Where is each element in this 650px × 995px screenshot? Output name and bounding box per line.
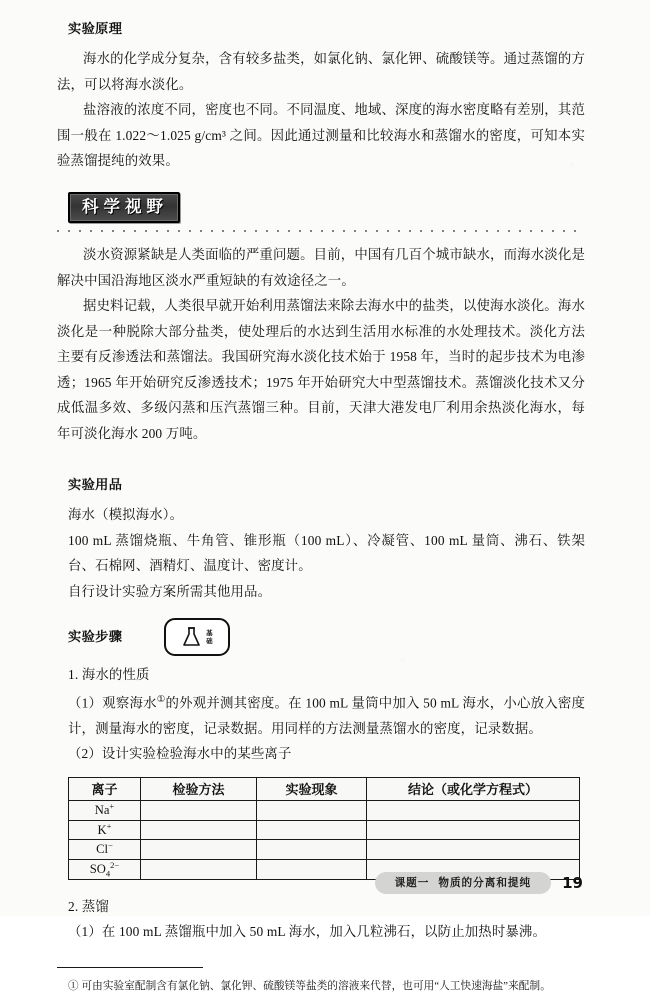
- ion-base: SO: [89, 862, 106, 877]
- table-header-row: [69, 777, 580, 800]
- steps-sub1-item1-pre: （1）观察海水: [68, 695, 157, 711]
- table-cell-conclusion[interactable]: [367, 840, 580, 860]
- section-heading-principle: 实验原理: [68, 21, 123, 36]
- supplies-line-2: 100 mL 蒸馏烧瓶、牛角管、锥形瓶（100 mL）、冷凝管、100 mL 量筒、沸石、铁架台、石棉网、酒精灯、温度计、密度计。: [68, 532, 585, 574]
- stamp-label: [206, 629, 213, 645]
- science-vision-badge: 科学视野: [68, 192, 180, 224]
- table-header-phenomenon: 实验现象: [257, 777, 367, 800]
- table-cell-method[interactable]: [141, 840, 257, 860]
- supplies-line-3: 自行设计实验方案所需其他用品。: [68, 583, 272, 599]
- table-cell-ion: [69, 820, 141, 840]
- basic-experiment-stamp: [164, 618, 230, 656]
- steps-sub1-item1-post: 的外观并测其密度。在 100 mL 量筒中加入 50 mL 海水，小心放入密度计，测量海水的密度，记录数据。用同样的方法测量蒸馏水的密度，记录数据。: [68, 695, 586, 736]
- science-vision-section: [57, 192, 585, 224]
- section-heading-steps: 实验步骤: [68, 629, 123, 645]
- footnote-marker-inline: ①: [156, 694, 166, 705]
- footnote-text: [57, 979, 585, 995]
- table-cell-conclusion[interactable]: [367, 820, 580, 840]
- ion-base: Na: [94, 803, 110, 818]
- spacer: [57, 604, 585, 618]
- table-cell-phenomenon[interactable]: [257, 800, 367, 820]
- ion-base: Cl: [96, 842, 109, 857]
- steps-sub1-title: 1. 海水的性质: [68, 667, 150, 683]
- page-number: 19: [562, 874, 583, 892]
- table-header-ion: 离子: [69, 777, 141, 800]
- ion-subscript: 4: [105, 868, 111, 879]
- table-row: [69, 820, 580, 840]
- table-cell-method[interactable]: [141, 800, 257, 820]
- stamp-label-line1: 基: [206, 629, 213, 638]
- footer-chapter-pill: [375, 872, 552, 894]
- ion-base: K: [97, 822, 107, 837]
- principle-paragraph-2: 盐溶液的浓度不同，密度也不同。不同温度、地域、深度的海水密度略有差别，其范围一般在 1.022～1.025 g/cm³ 之间。因此通过测量和比较海水和蒸馏水的密度，可知本实验蒸馏提纯的效果。: [57, 102, 585, 168]
- page-content: [57, 0, 586, 992]
- footer-chapter: 课题一: [394, 877, 430, 889]
- science-vision-paragraph-2: 据史料记载，人类很早就开始利用蒸馏法来除去海水中的盐类，以使海水淡化。海水淡化是一种脱除大部分盐类，使处理后的水达到生活用水标准的水处理技术。淡化方法主要有反渗透法和蒸馏法。我国研究海水淡化技术始于 1958 年，当时的起步技术为电渗透；1965 年开始研究反渗透技术；1975 年开始研究大中型蒸馏技术。蒸馏淡化技术又分成低温多效、多级闪蒸和压汽蒸馏三种。目前，天津大港发电厂利用余热淡化海水，每年可淡化海水 200 万吨。: [57, 298, 585, 441]
- table-cell-method[interactable]: [141, 820, 257, 840]
- steps-heading-row: [57, 618, 585, 656]
- principle-paragraph-1: 海水的化学成分复杂，含有较多盐类，如氯化钠、氯化钾、硫酸镁等。通过蒸馏的方法，可以将海水淡化。: [57, 51, 585, 92]
- ion-superscript: +: [106, 820, 112, 831]
- table-cell-phenomenon[interactable]: [257, 820, 367, 840]
- spacer: [57, 464, 585, 474]
- ion-superscript: 2−: [110, 860, 120, 871]
- table-row: [69, 840, 580, 860]
- table-cell-ion: [69, 800, 141, 820]
- footnote-marker: ①: [68, 980, 79, 992]
- steps-sub2-title: 2. 蒸馏: [68, 898, 109, 914]
- footnote-divider: [57, 967, 203, 968]
- table-row: [69, 800, 580, 820]
- spacer: [57, 232, 585, 242]
- section-heading-supplies: 实验用品: [68, 477, 123, 493]
- spacer: [57, 174, 585, 192]
- ion-superscript: −: [108, 840, 113, 851]
- footer-title: 物质的分离和提纯: [438, 877, 532, 889]
- page-footer: [57, 872, 585, 894]
- stamp-label-line2: 础: [206, 637, 213, 646]
- table-header-method: 检验方法: [141, 777, 257, 800]
- top-spacer: [57, 0, 585, 18]
- table-header-conclusion: 结论（或化学方程式）: [367, 777, 580, 800]
- supplies-line-1: 海水（模拟海水）。: [68, 507, 184, 523]
- conical-flask-icon: [182, 626, 201, 648]
- spacer: [57, 767, 585, 777]
- table-cell-ion: [69, 840, 141, 860]
- science-vision-paragraph-1: 淡水资源紧缺是人类面临的严重问题。目前，中国有几百个城市缺水，而海水淡化是解决中国沿海地区淡水严重短缺的有效途径之一。: [57, 247, 585, 288]
- spacer: [57, 446, 585, 464]
- steps-sub2-item1: （1）在 100 mL 蒸馏瓶中加入 50 mL 海水，加入几粒沸石，以防止加热时暴沸。: [68, 924, 546, 940]
- steps-sub1-item2: （2）设计实验检验海水中的某些离子: [68, 746, 292, 762]
- ion-test-table: [68, 777, 580, 880]
- table-cell-conclusion[interactable]: [367, 800, 580, 820]
- footnote-body: 可由实验室配制含有氯化钠、氯化钾、硫酸镁等盐类的溶液来代替，也可用“人工快速海盐”来配制。: [81, 980, 551, 992]
- ion-superscript: +: [109, 800, 115, 811]
- steps-sub1-item1: [57, 688, 585, 741]
- table-cell-phenomenon[interactable]: [257, 840, 367, 860]
